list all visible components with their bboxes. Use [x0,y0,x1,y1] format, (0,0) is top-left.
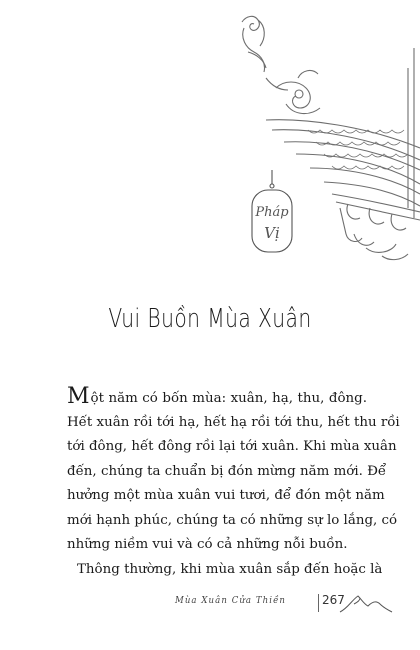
running-footer-title: Mùa Xuân Cửa Thiền [174,595,286,606]
paragraph-line: những niềm vui và có cả những nỗi buồn. [67,537,348,552]
paragraph-line: hưởng một mùa xuân vui tươi, để đón một năm [67,488,385,503]
mountain-icon [338,590,394,614]
paragraph-line: đến, chúng ta chuẩn bị đón mừng năm mới. Để [67,463,387,479]
chapter-title: Vui Buồn Mùa Xuân [108,304,312,334]
seal-text-1: Pháp [255,205,289,220]
footer-divider [318,594,319,612]
paragraph-line: tới đông, hết đông rồi lại tới xuân. Khi mùa xuân [67,439,397,454]
page-number: 267 [322,593,345,607]
drop-cap: M [67,384,90,409]
paragraph-line: Một năm có bốn mùa: xuân, hạ, thu, đông. [67,384,367,409]
seal-text-2: Vị [264,224,280,242]
paragraph-line: Hết xuân rồi tới hạ, hết hạ rồi tới thu, hết thu rồi [67,414,400,430]
paragraph-line: mới hạnh phúc, chúng ta có những sự lo lắng, có [67,512,398,528]
body-text [67,384,400,582]
seal-stamp [248,170,296,256]
page-footer [0,590,420,620]
paragraph-line: Thông thường, khi mùa xuân sắp đến hoặc là [77,561,383,577]
